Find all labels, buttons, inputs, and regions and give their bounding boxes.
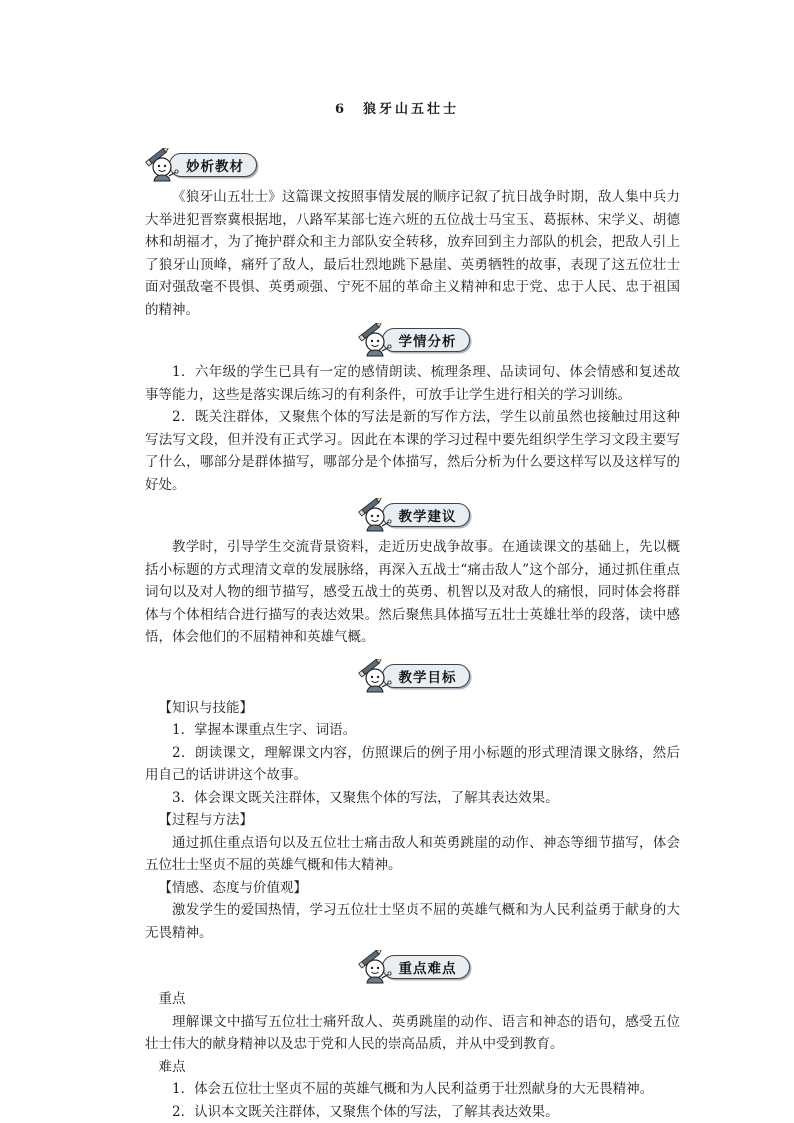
pencil-mascot-icon (356, 659, 394, 693)
paragraph: 激发学生的爱国热情，学习五位壮士坚贞不屈的英雄气概和为人民利益勇于献身的大无畏精神。 (145, 902, 680, 941)
list-item: 1．体会五位壮士坚贞不屈的英雄气概和为人民利益勇于壮烈献身的大无畏精神。 (172, 1081, 654, 1097)
pencil-mascot-icon (356, 498, 394, 532)
section-heading-learner-analysis (145, 323, 680, 357)
paragraph: 《狼牙山五壮士》这篇课文按照事情发展的顺序记叙了抗日战争时期，敌人集中兵力大举进犯晋察冀根据地，八路军某部七连六班的五位战士马宝玉、葛振林、宋学义、胡德林和胡福才，为了掩护群众和主力部队安全转移，放弃回到主力部队的机会，把敌人引上了狼牙山顶峰，痛歼了敌人，最后壮烈地跳下悬崖、英勇牺牲的故事，表现了这五位壮士面对强敌毫不畏惧、英勇顽强、宁死不屈的革命主义精神和忠于党、忠于人民、忠于祖国的精神。 (145, 189, 680, 318)
sub-heading: 【过程与方法】 (158, 812, 253, 828)
pencil-mascot-icon (143, 148, 181, 182)
heading-label: 重点难点 (382, 955, 470, 979)
heading-label: 教学目标 (382, 664, 470, 688)
section-heading-teaching-objectives (145, 659, 680, 693)
paragraph: 1．六年级的学生已具有一定的感情朗读、梳理条理、品读词句、体会情感和复述故事等能力，这些是落实课后练习的有利条件，可放手让学生进行相关的学习训练。 (145, 364, 680, 403)
sub-heading: 【知识与技能】 (158, 699, 253, 716)
paragraph: 理解课文中描写五位壮士痛歼敌人、英勇跳崖的动作、语言和神态的语句，感受五位壮士伟大的献身精神以及忠于党和人民的崇高品质，并从中受到教育。 (145, 1013, 680, 1052)
heading-badge (143, 149, 257, 181)
list-item: 1．掌握本课重点生字、词语。 (172, 722, 357, 738)
sub-heading: 重点 (158, 991, 186, 1007)
sub-heading: 难点 (158, 1058, 186, 1075)
section-heading-key-points (145, 950, 680, 984)
section-heading-teaching-suggestions (145, 498, 680, 532)
pencil-mascot-icon (356, 950, 394, 984)
paragraph: 通过抓住重点语句以及五位壮士痛击敌人和英勇跳崖的动作、神态等细节描写，体会五位壮士坚贞不屈的英雄气概和伟大精神。 (145, 834, 680, 873)
heading-label: 教学建议 (382, 503, 470, 527)
heading-badge (356, 499, 470, 531)
heading-label: 学情分析 (382, 328, 470, 352)
section-heading-analysis (143, 148, 680, 182)
heading-badge (356, 324, 470, 356)
document-body (145, 146, 680, 1123)
pencil-mascot-icon (356, 323, 394, 357)
heading-label: 妙析教材 (169, 153, 257, 177)
heading-badge (356, 660, 470, 692)
list-item: 2．认识本文既关注群体，又聚焦个体的写法，了解其表达效果。 (172, 1103, 559, 1120)
paragraph: 教学时，引导学生交流背景资料，走近历史战争故事。在通读课文的基础上，先以概括小标题的方式理清文章的发展脉络，再深入五战士“痛击敌人”这个部分，通过抓住重点词句以及对人物的细节描写，感受五战士的英勇、机智以及对敌人的痛恨，同时体会将群体与个体相结合进行描写的表达效果。然后聚焦具体描写五壮士英雄壮举的段落，读中感悟，体会他们的不屈精神和英雄气概。 (145, 539, 680, 645)
heading-badge (356, 951, 470, 983)
list-item: 3．体会课文既关注群体，又聚焦个体的写法，了解其表达效果。 (172, 789, 559, 806)
list-item: 2．朗读课文，理解课文内容，仿照课后的例子用小标题的形式理清课文脉络，然后用自己的话讲讲这个故事。 (145, 744, 680, 783)
paragraph: 2．既关注群体，又聚焦个体的写法是新的写作方法，学生以前虽然也接触过用这种写法写文段，但并没有正式学习。因此在本课的学习过程中要先组织学生学习文段主要写了什么，哪部分是群体描写，哪部分是个体描写，然后分析为什么要这样写以及这样写的好处。 (145, 409, 680, 493)
page-title: 6 狼牙山五壮士 (334, 102, 460, 117)
sub-heading: 【情感、态度与价值观】 (158, 879, 307, 896)
